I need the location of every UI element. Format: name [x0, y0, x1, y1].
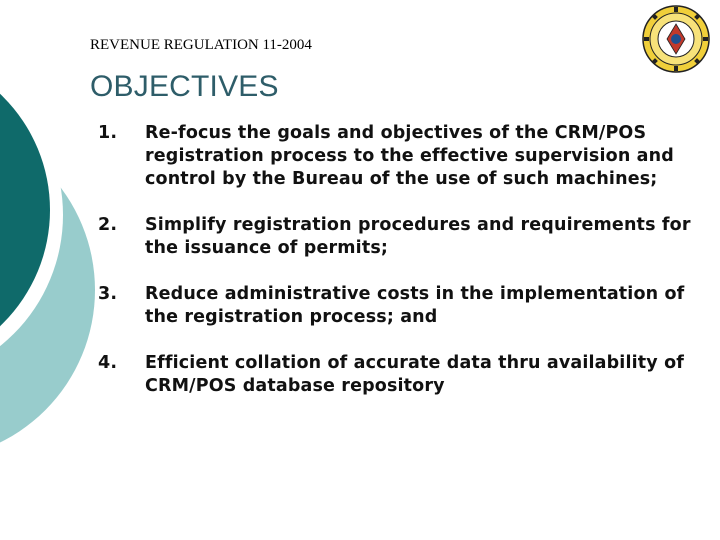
objectives-list	[98, 122, 698, 421]
objective-text: Reduce administrative costs in the implementation of the registration process; and	[145, 284, 685, 327]
objective-item	[98, 214, 698, 260]
objective-text: Efficient collation of accurate data thru availability of CRM/POS database repository	[145, 353, 685, 396]
objective-item	[98, 283, 698, 329]
objective-number: 3.	[98, 284, 118, 304]
objective-text: Simplify registration procedures and requirements for the issuance of permits;	[145, 215, 691, 258]
objective-number: 1.	[98, 123, 118, 143]
objective-number: 2.	[98, 215, 118, 235]
objective-item	[98, 122, 698, 191]
objective-number: 4.	[98, 353, 118, 373]
objective-item	[98, 352, 698, 398]
bir-seal-icon	[641, 4, 711, 74]
slide-title: OBJECTIVES	[90, 70, 279, 103]
header-title: REVENUE REGULATION 11-2004	[90, 37, 312, 53]
objective-text: Re-focus the goals and objectives of the CRM/POS registration process to the effective supervision and control by the Bureau of the use of such machines;	[145, 123, 674, 189]
